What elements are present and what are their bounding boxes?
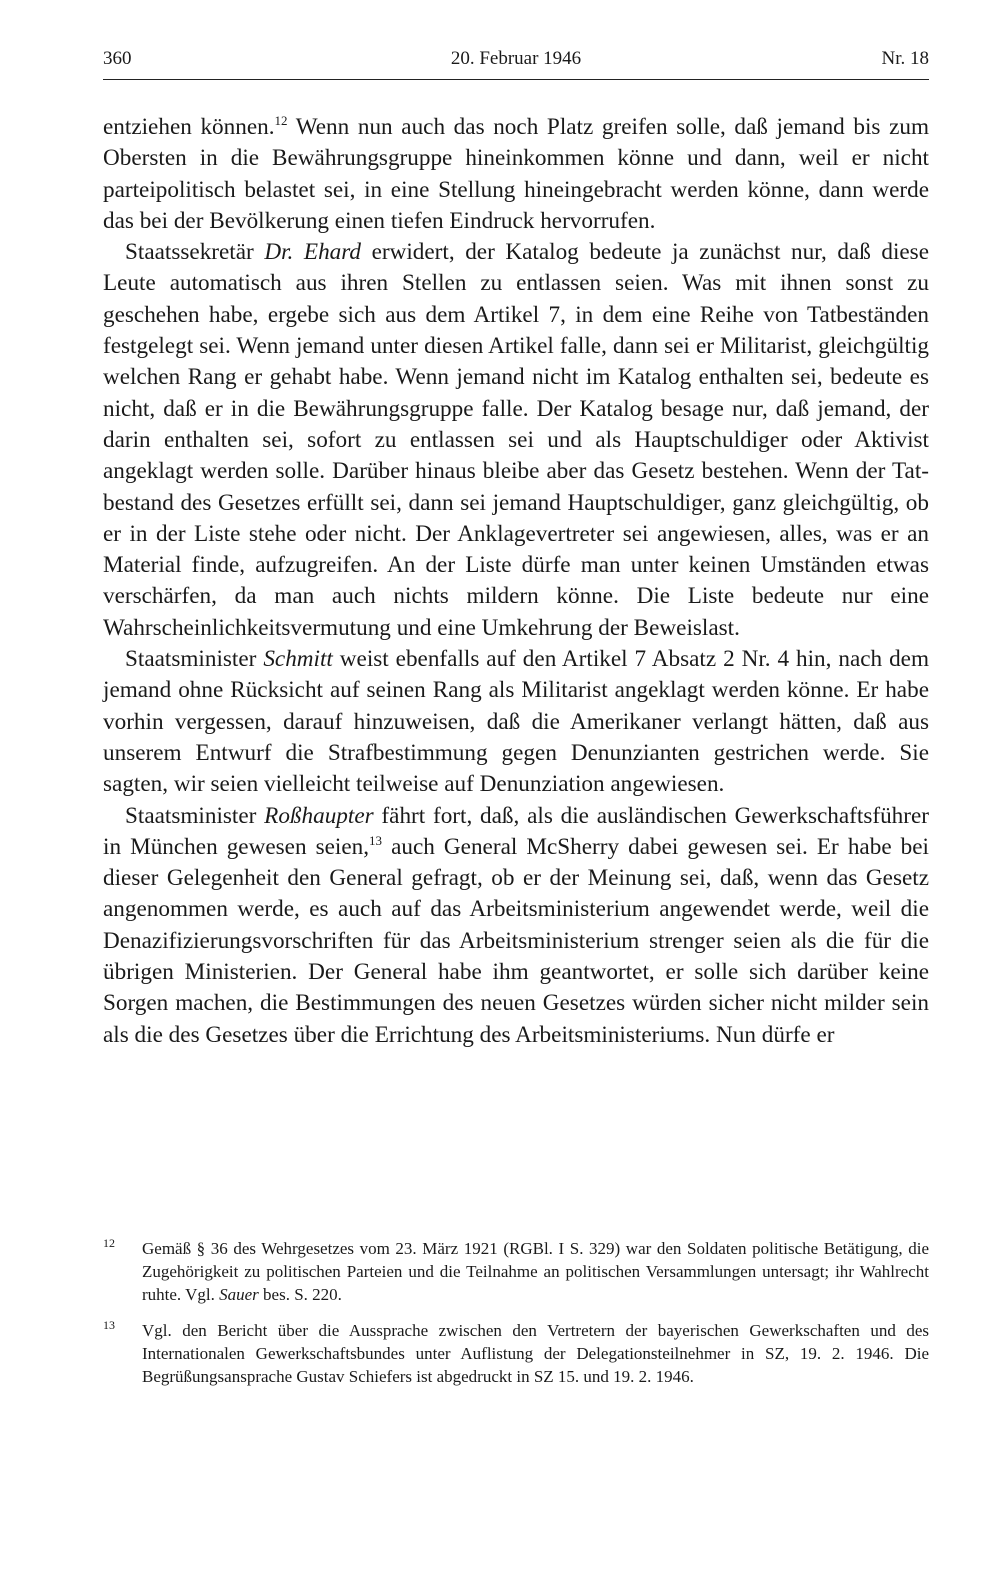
paragraph-2: [103, 237, 929, 644]
paragraph-4-start: Staatsminister: [125, 802, 265, 829]
speaker-name-schmitt: Schmitt: [263, 646, 333, 673]
speaker-name-ehard: Dr. Ehard: [264, 239, 362, 266]
page-header: [103, 46, 929, 76]
footnote-12: [103, 1237, 929, 1306]
paragraph-4-rest: auch General McSherry dabei gewesen sei. Er habe bei dieser Gelegenheit den General gefragt, ob er der Meinung sei, daß, wenn das Gesetz angenommen werde, es auch auf das Arbeitsministerium angewendet werde, weil die Denazifizierungsvorschriften für das Arbeitsministerium strenger seien als die für die übrigen Ministerien. Der General habe ihm geantwortet, er solle sich darüber keine Sorgen machen, die Bestimmungen des neuen Gesetzes würden sicher nicht milder sein als die des Gesetzes über die Errichtung des Arbeitsministeriums. Nun dürfe er: [103, 833, 929, 1048]
footnote-number-12: 12: [103, 1236, 115, 1250]
header-issue-number: Nr. 18: [881, 48, 929, 69]
footnote-13-text: Vgl. den Bericht über die Aussprache zwischen den Vertretern der bayerischen Gewerkschaften und des Internationalen Gewerkschaftsbundes unter Auflistung der Delegationsteilnehmer in SZ, 19. 2. 1946. Die Begrüßungsansprache Gustav Schiefers ist abgedruckt in SZ 15. und 19. 2. 1946.: [142, 1321, 929, 1386]
paragraph-1: [103, 112, 929, 237]
paragraph-4: [103, 801, 929, 1051]
paragraph-2-start: Staatssekretär: [125, 239, 265, 266]
paragraph-2-rest: erwidert, der Katalog bedeute ja zunächst nur, daß diese Leute automatisch aus ihren Stellen zu entlassen seien. Was mit ihnen sonst zu geschehen habe, ergebe sich aus dem Artikel 7, in dem eine Reihe von Tatbeständen festgelegt sei. Wenn jemand unter diesen Artikel falle, dann sei er Militarist, gleichgültig welchen Rang er gehabt habe. Wenn jemand nicht im Katalog enthalten sei, bedeute es nicht, daß er in die Bewährungsgruppe falle. Der Katalog besage nur, daß jemand, der darin enthalten sei, sofort zu entlassen sei und als Hauptschuldiger oder Aktivist angeklagt werden solle. Darüber hinaus bleibe aber das Gesetz bestehen. Wenn der Tatbestand des Gesetzes erfüllt sei, dann sei jemand Hauptschuldiger, ganz gleichgültig, ob er in der Liste stehe oder nicht. Der Anklagevertreter sei angewiesen, alles, was er an Material finde, aufzugreifen. An der Liste dürfe man unter keinen Umständen etwas verschärfen, da man auch nichts mildern könne. Die Liste bedeute nur eine Wahrscheinlichkeitsvermutung und eine Umkehrung der Beweislast.: [103, 239, 929, 641]
paragraph-4-middle: fährt fort, daß, als die ausländischen Gewerkschaftsführer in München gewesen seien,: [103, 802, 929, 860]
footnote-12-author: Sauer: [219, 1285, 259, 1304]
paragraph-3-start: Staatsminister: [125, 646, 264, 673]
footnote-12-text-end: bes. S. 220.: [258, 1285, 342, 1304]
paragraph-1-start: entziehen können.: [103, 114, 275, 140]
paragraph-1-rest: Wenn nun auch das noch Platz greifen solle, daß jemand bis zum Obersten in die Bewährungsgruppe hineinkommen könne und dann, weil er nicht parteipolitisch belastet sei, in eine Stellung hineingebracht werden könne, dann werde das bei der Bevölkerung einen tiefen Eindruck hervorrufen.: [103, 114, 930, 234]
footnote-13: [103, 1319, 929, 1388]
header-date: 20. Februar 1946: [450, 48, 582, 69]
paragraph-3-rest: weist ebenfalls auf den Artikel 7 Absatz 2 Nr. 4 hin, nach dem jemand ohne Rücksicht auf seinen Rang als Militarist angeklagt werden könne. Er habe vorhin vergessen, darauf hinzuweisen, daß die Amerikaner verlangt hätten, daß aus unserem Entwurf die Strafbestimmung gegen Denunzianten gestrichen werde. Sie sagten, wir seien vielleicht teilweise auf Denunziation angewiesen.: [103, 646, 929, 798]
speaker-name-rosshaupter: Roßhaupter: [264, 802, 374, 829]
page-number: 360: [103, 48, 132, 69]
footnote-12-text: Gemäß § 36 des Wehrgesetzes vom 23. März 1921 (RGBl. I S. 329) war den Soldaten politische Betätigung, die Zugehörigkeit zu politischen Parteien und die Teilnahme an politischen Versammlungen untersagt; ihr Wahlrecht ruhte. Vgl.: [142, 1239, 929, 1304]
footnote-ref-12[interactable]: 12: [274, 113, 288, 128]
footnote-ref-13[interactable]: 13: [369, 832, 383, 848]
footnote-number-13: 13: [103, 1318, 115, 1332]
paragraph-3: [103, 644, 929, 800]
body-text: [103, 112, 929, 1051]
header-rule: [103, 79, 929, 80]
footnotes: [103, 1237, 929, 1401]
